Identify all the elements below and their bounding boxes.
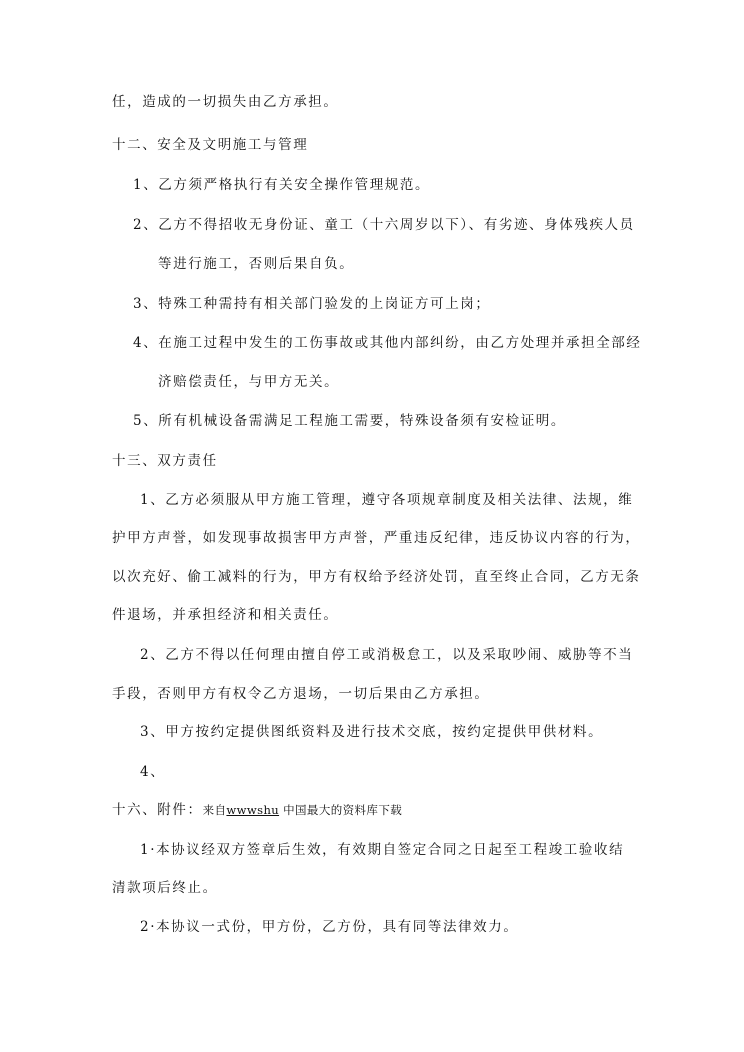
- source-link[interactable]: wwwshu: [226, 803, 280, 817]
- section-heading-13: 十三、双方责任: [112, 453, 218, 469]
- clause-13-1-cont: 件退场，并承担经济和相关责任。: [112, 607, 339, 623]
- section-heading-12: 十二、安全及文明施工与管理: [112, 137, 309, 153]
- clause-13-1: 1、乙方必须服从甲方施工管理，遵守各项规章制度及相关法律、法规，维: [140, 492, 634, 508]
- clause-13-3: 3、甲方按约定提供图纸资料及进行技术交底，按约定提供甲供材料。: [140, 724, 604, 740]
- clause-12-3: 3、特殊工种需持有相关部门验发的上岗证方可上岗；: [133, 296, 491, 312]
- clause-13-2-cont: 手段，否则甲方有权令乙方退场，一切后果由乙方承担。: [112, 686, 490, 702]
- attachment-heading: 十六、附件：: [112, 802, 203, 818]
- clause-12-1: 1、乙方须严格执行有关安全操作管理规范。: [133, 177, 431, 193]
- clause-13-1-cont: 护甲方声誉，如发现事故损害甲方声誉，严重违反纪律，违反协议内容的行为，: [112, 530, 641, 546]
- clause-16-1-cont: 清款项后终止。: [112, 880, 218, 896]
- clause-16-1: 1·本协议经双方签章后生效，有效期自签定合同之日起至工程竣工验收结: [140, 842, 625, 858]
- clause-12-2: 2、乙方不得招收无身份证、童工（十六周岁以下）、有劣迹、身体残疾人员: [133, 217, 635, 233]
- clause-12-4-cont: 济赔偿责任，与甲方无关。: [158, 374, 340, 390]
- clause-13-2: 2、乙方不得以任何理由擅自停工或消极怠工，以及采取吵闹、威胁等不当: [140, 647, 634, 663]
- clause-12-2-cont: 等进行施工，否则后果自负。: [158, 256, 355, 272]
- text-line: 任，造成的一切损失由乙方承担。: [112, 94, 339, 110]
- clause-13-4: 4、: [140, 764, 166, 780]
- attachment-line: [112, 800, 402, 820]
- clause-16-2: 2·本协议一式份，甲方份，乙方份，具有同等法律效力。: [140, 919, 519, 935]
- clause-12-5: 5、所有机械设备需满足工程施工需要，特殊设备须有安检证明。: [133, 413, 566, 429]
- source-prefix: 来自: [202, 803, 227, 817]
- clause-13-1-cont: 以次充好、偷工减料的行为，甲方有权给予经济处罚，直至终止合同，乙方无条: [112, 569, 641, 585]
- source-suffix: 中国最大的资料库下载: [279, 803, 403, 817]
- clause-12-4: 4、在施工过程中发生的工伤事故或其他内部纠纷，由乙方处理并承担全部经: [133, 335, 642, 351]
